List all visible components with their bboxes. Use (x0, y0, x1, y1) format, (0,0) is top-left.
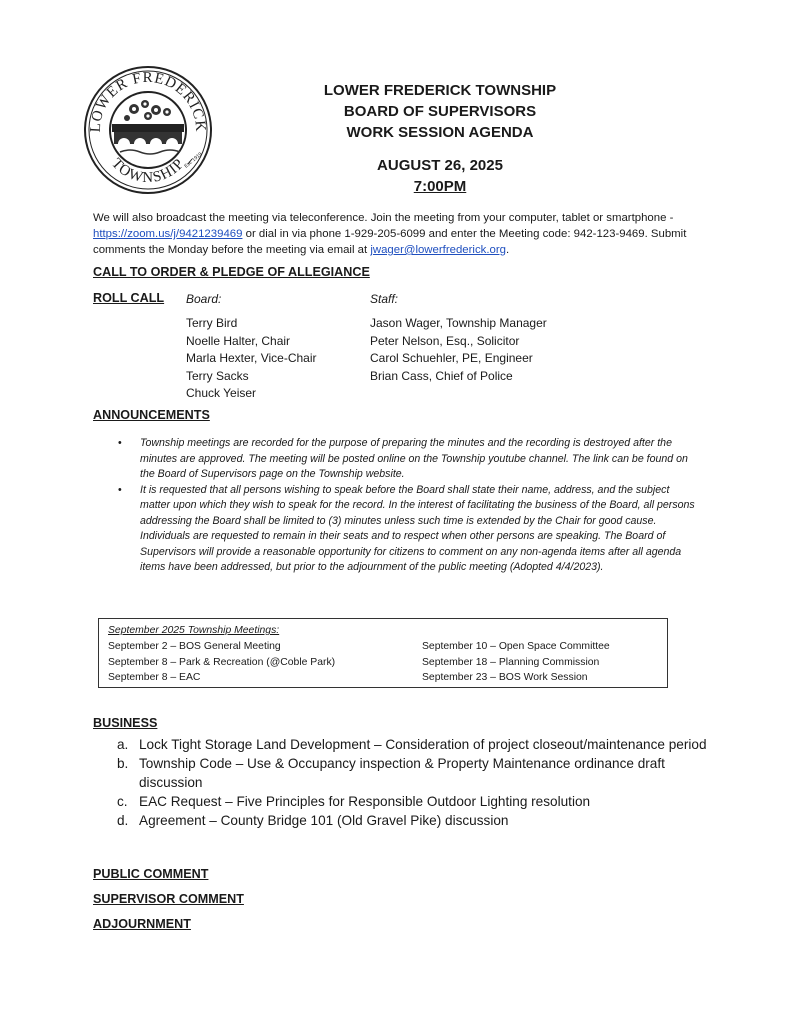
item-letter: d. (117, 813, 129, 828)
board-member: Terry Sacks (186, 368, 249, 383)
staff-member: Peter Nelson, Esq., Solicitor (370, 333, 520, 348)
business-list (117, 735, 717, 830)
meetings-column-right (422, 639, 610, 686)
item-text: Township Code – Use & Occupancy inspection & Property Maintenance ordinance draft discussion (139, 756, 665, 790)
svg-text:LOWER FREDERICK: LOWER FREDERICK (87, 69, 209, 133)
intro-text: . (505, 244, 510, 256)
call-to-order-heading: CALL TO ORDER & PLEDGE OF ALLEGIANCE (93, 265, 370, 279)
announcements-heading: ANNOUNCEMENTS (93, 408, 210, 422)
public-comment-heading: PUBLIC COMMENT (93, 867, 209, 881)
svg-text:Est. 1919: Est. 1919 (183, 151, 204, 170)
item-text: EAC Request – Five Principles for Responsible Outdoor Lighting resolution (139, 794, 591, 809)
township-name: LOWER FREDERICK TOWNSHIP (323, 82, 557, 99)
business-heading: BUSINESS (93, 716, 158, 730)
board-member: Chuck Yeiser (186, 386, 257, 400)
announcement-text: It is requested that all persons wishing to speak before the Board shall state their name, address, and the subject matter upon which they wish to speak for the record. In the interest of facilitating the business of the Board, all persons addressing the Board shall be limited to (3) minutes unless such time is extended by the Chair for good cause. Individuals are requested to remain in their seats and to respect when other persons are speaking. The Board of Supervisors will provide a reasonable opportunity for citizens to comment on any non-agenda items after all agenda items have been addressed, but prior to the adjournment of the public meeting (Adopted 4/4/2023). (140, 483, 695, 573)
board-label: Board: (186, 292, 222, 306)
board-member: Marla Hexter, Vice-Chair (186, 351, 317, 365)
meeting-item: September 18 – Planning Commission (422, 656, 600, 668)
staff-label: Staff: (370, 292, 399, 306)
item-text: Lock Tight Storage Land Development – Consideration of project closeout/maintenance period (139, 737, 707, 752)
teleconference-info (93, 210, 733, 258)
email-link[interactable]: jwager@lowerfrederick.org (370, 244, 506, 256)
agenda-title-block (250, 80, 630, 197)
meetings-title: September 2025 Township Meetings: (108, 625, 280, 636)
business-item (117, 754, 717, 792)
meeting-item: September 2 – BOS General Meeting (108, 641, 281, 652)
bullet-icon: • (118, 437, 122, 449)
svg-text:TOWNSHIP: TOWNSHIP (108, 155, 188, 187)
agenda-type: WORK SESSION AGENDA (346, 124, 534, 141)
board-name: BOARD OF SUPERVISORS (343, 103, 537, 120)
meetings-column-left (108, 639, 335, 686)
item-letter: c. (117, 794, 128, 809)
bullet-icon: • (118, 483, 122, 496)
board-member: Noelle Halter, Chair (186, 333, 291, 348)
intro-text: We will also broadcast the meeting via teleconference. Join the meeting from your computer, tablet or smartphone - (93, 212, 674, 224)
business-item (117, 792, 717, 811)
meeting-item: September 8 – EAC (108, 672, 201, 683)
meeting-date: AUGUST 26, 2025 (377, 157, 503, 174)
meeting-time: 7:00PM (413, 178, 467, 195)
staff-member: Carol Schuehler, PE, Engineer (370, 351, 533, 365)
meeting-item: September 10 – Open Space Committee (422, 641, 610, 652)
zoom-link[interactable]: https://zoom.us/j/9421239469 (93, 228, 243, 240)
business-item (117, 735, 717, 754)
meeting-item: September 23 – BOS Work Session (422, 672, 588, 683)
roll-call-heading: ROLL CALL (93, 291, 165, 305)
announcements-list (118, 436, 698, 576)
staff-members-list (370, 315, 547, 385)
item-letter: b. (117, 756, 129, 771)
item-text: Agreement – County Bridge 101 (Old Gravel Pike) discussion (139, 813, 509, 828)
business-item (117, 811, 717, 830)
township-seal-icon (82, 64, 214, 196)
intro-text: or dial in via phone 1-929-205-6099 and enter the Meeting code: 942-123-9469. Submit comments the Monday before the meeting via email at (93, 228, 687, 256)
staff-member: Brian Cass, Chief of Police (370, 368, 513, 383)
staff-member: Jason Wager, Township Manager (370, 316, 547, 330)
item-letter: a. (117, 737, 129, 752)
board-member: Terry Bird (186, 316, 238, 330)
adjournment-heading: ADJOURNMENT (93, 917, 191, 931)
announcement-text: Township meetings are recorded for the purpose of preparing the minutes and the recording is destroyed after the minutes are approved. The meeting will be posted online on the Township youtube channel. The link can be found on the Board of Supervisors page on the Township website. (140, 437, 688, 480)
upcoming-meetings-box (98, 618, 668, 688)
board-members-list (186, 315, 317, 403)
announcement-item (118, 483, 698, 576)
meeting-item: September 8 – Park & Recreation (@Coble Park) (108, 656, 336, 668)
supervisor-comment-heading: SUPERVISOR COMMENT (93, 892, 244, 906)
announcement-item (118, 436, 698, 483)
